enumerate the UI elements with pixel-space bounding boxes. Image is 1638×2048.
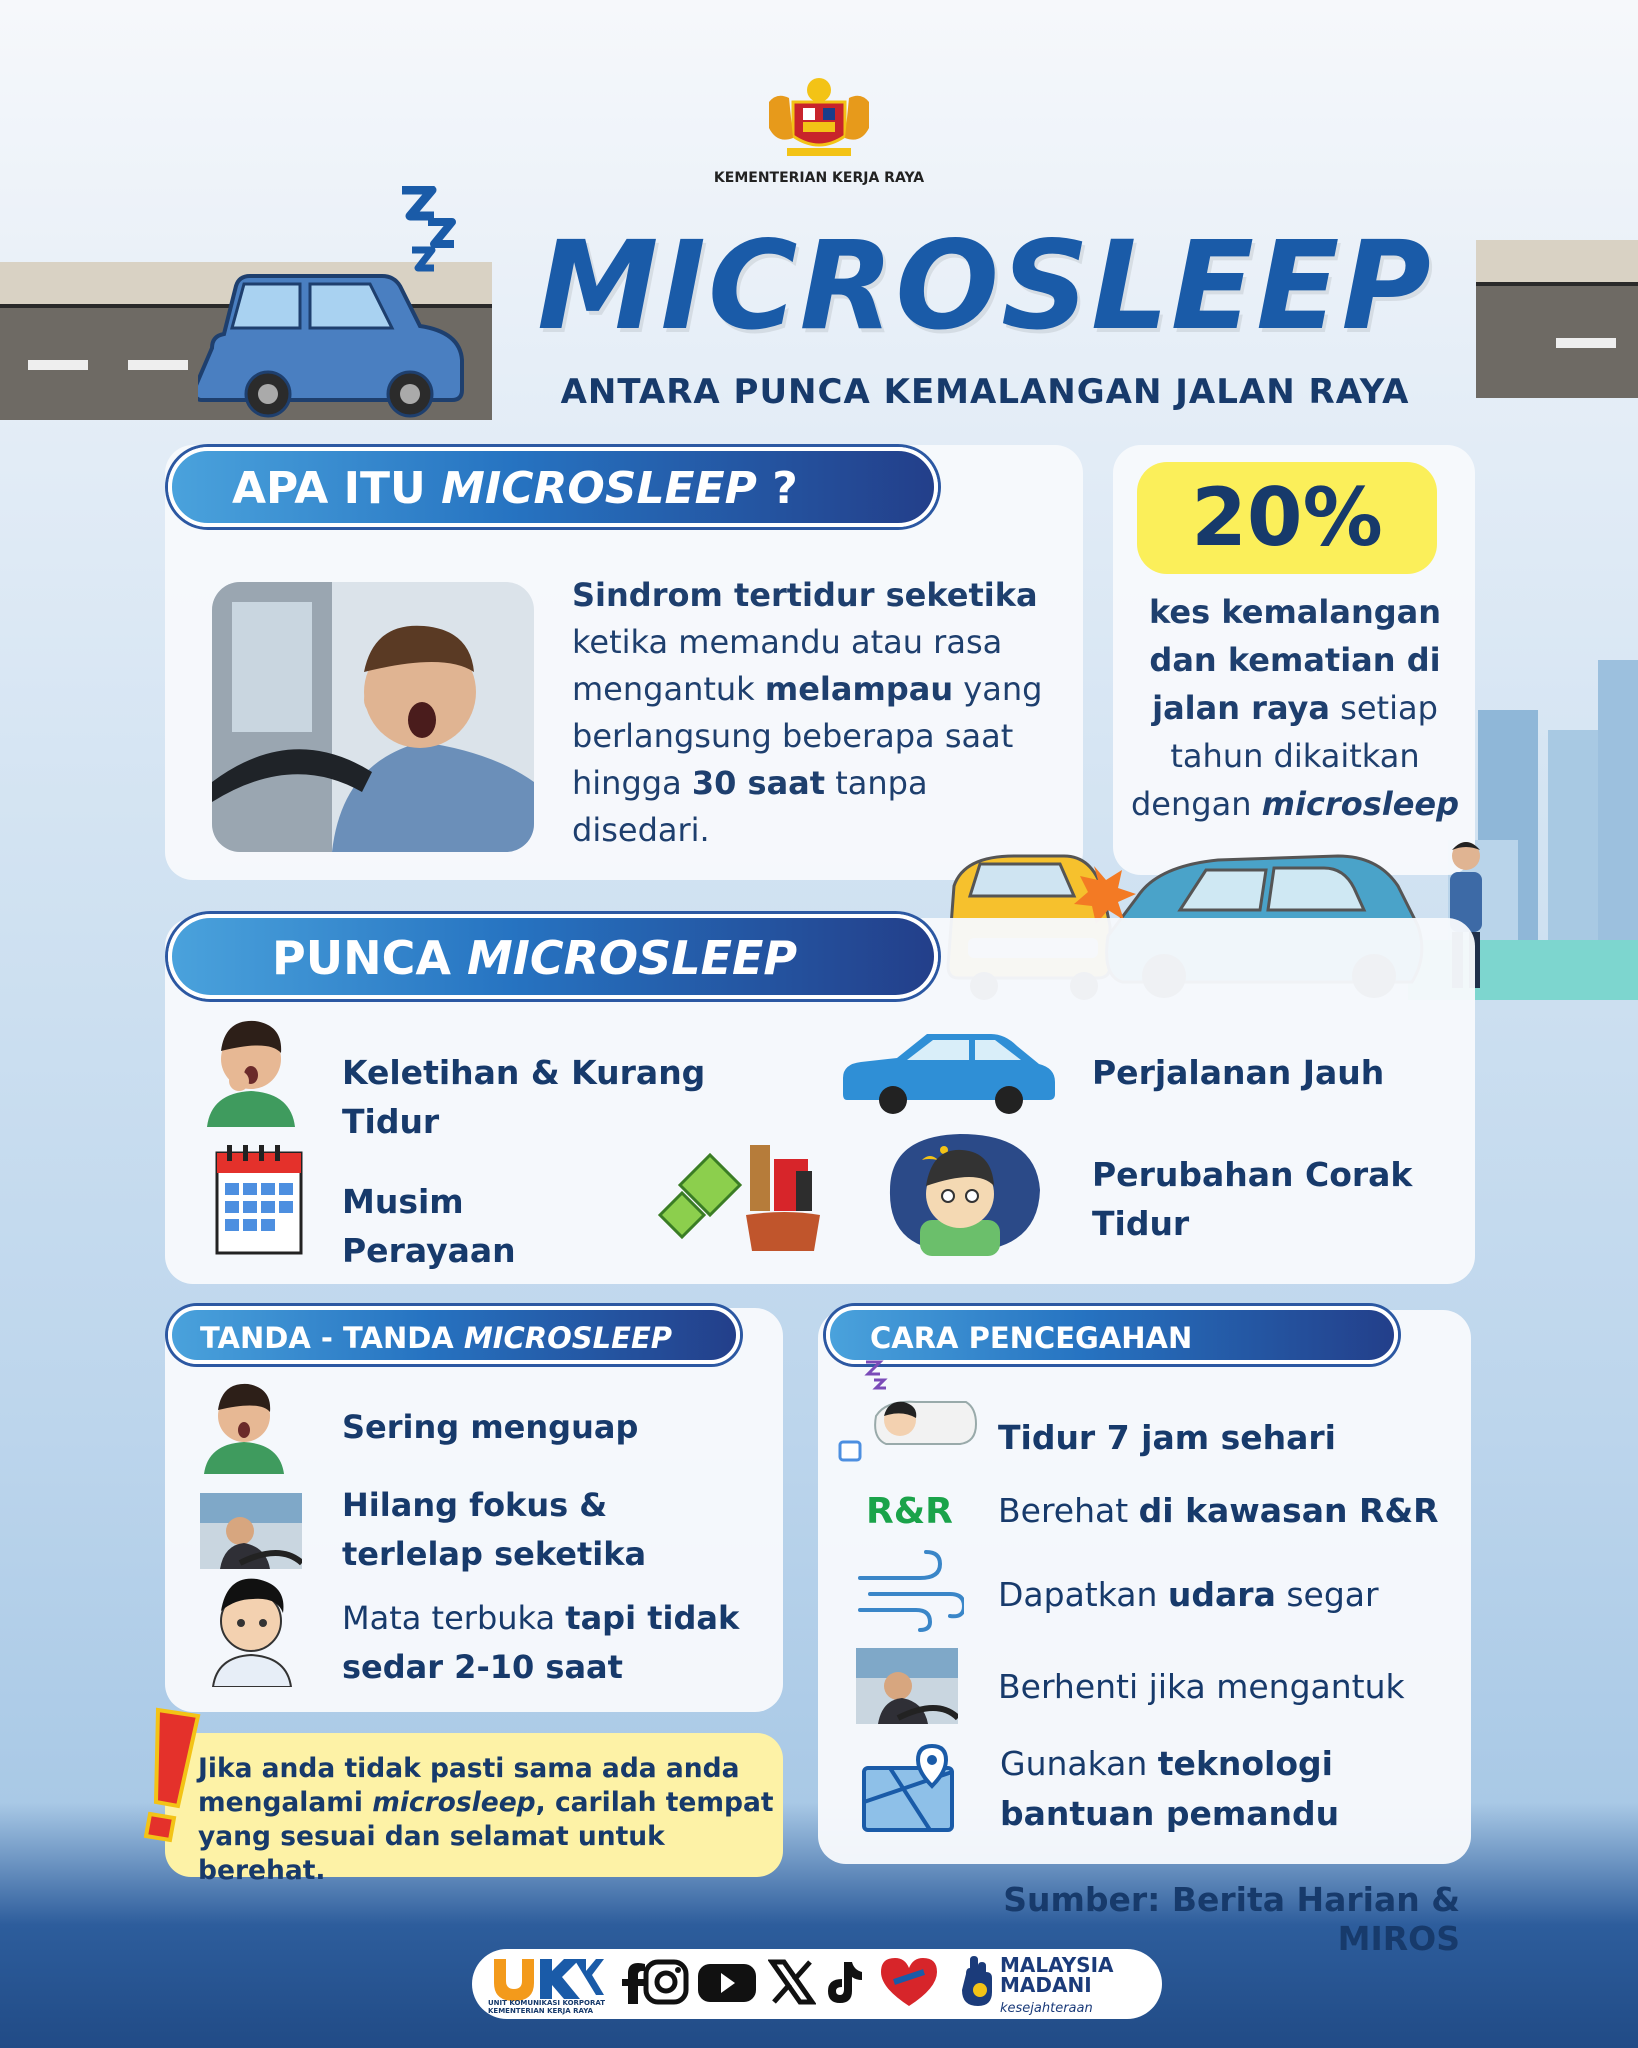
causes-heading: PUNCA MICROSLEEP <box>168 914 938 999</box>
sign-eyes-open-unaware: Mata terbuka tapi tidak sedar 2-10 saat <box>342 1599 740 1686</box>
blank-stare-man-icon <box>205 1575 297 1687</box>
definition-text: Sindrom tertidur seketika ketika memandu atau rasa mengantuk melampau yang berlangsung beberapa saat hingga 30 saat tanpa disedari. <box>572 576 1043 849</box>
exclamation-icon <box>144 1706 202 1846</box>
fresh-air-wind-icon <box>856 1548 964 1632</box>
rnr-icon: R&R <box>866 1491 953 1532</box>
cause-sleep-pattern-change: Perubahan Corak Tidur <box>1092 1155 1413 1243</box>
prevention-rest-at-rnr: Berehat di kawasan R&R <box>998 1491 1439 1530</box>
tiktok-icon[interactable] <box>818 1958 866 2006</box>
malaysia-madani-logo-text: MALAYSIA MADANI kesejahteraan <box>1000 1953 1114 2016</box>
sign-frequent-yawning: Sering menguap <box>342 1408 639 1446</box>
ukk-label: UNIT KOMUNIKASI KORPORAT KEMENTERIAN KERJA RAYA <box>488 1999 606 2015</box>
road-right <box>1476 286 1638 398</box>
sign-lost-focus: Hilang fokus & terlelap seketika <box>342 1486 647 1573</box>
youtube-icon[interactable] <box>696 1958 758 2006</box>
page-subtitle: ANTARA PUNCA KEMALANGAN JALAN RAYA <box>560 372 1410 412</box>
page-title: MICROSLEEP <box>537 215 1433 357</box>
calendar-icon <box>213 1143 309 1259</box>
sleeping-person-icon <box>836 1358 980 1462</box>
yawning-driver-photo <box>212 582 534 852</box>
ketupat-hamper-icon <box>650 1115 822 1255</box>
cause-fatigue: Keletihan & Kurang Tidur <box>342 1053 706 1141</box>
blue-car-icon <box>837 1030 1059 1114</box>
ministry-crest-logo <box>763 72 875 162</box>
malaysia-heart-logo <box>878 1954 940 2010</box>
x-icon[interactable] <box>768 1958 816 2006</box>
warning-text: Jika anda tidak pasti sama ada anda mengalami microsleep, carilah tempat yang sesuai dan selamat untuk berehat. <box>198 1753 774 1886</box>
drowsy-driver-icon <box>200 1493 302 1569</box>
zzz-icon <box>398 186 468 278</box>
tired-man-icon <box>203 1015 299 1127</box>
prevention-heading: CARA PENCEGAHAN <box>826 1306 1398 1364</box>
prevention-sleep-7-hours: Tidur 7 jam sehari <box>998 1418 1336 1457</box>
road-wall-right <box>1476 240 1638 286</box>
definition-heading: APA ITU MICROSLEEP ? <box>168 447 938 527</box>
navigation-map-icon <box>860 1742 956 1834</box>
yawning-man-icon <box>200 1380 286 1474</box>
ministry-name: KEMENTERIAN KERJA RAYA <box>713 170 925 186</box>
prevention-stop-if-sleepy: Berhenti jika mengantuk <box>998 1667 1405 1706</box>
sleepless-boy-icon <box>880 1130 1042 1256</box>
source-credit: Sumber: Berita Harian & MIROS <box>1003 1880 1460 1958</box>
cause-festive-season: Musim Perayaan <box>342 1182 516 1270</box>
prevention-fresh-air: Dapatkan udara segar <box>998 1575 1379 1614</box>
signs-heading: TANDA - TANDA MICROSLEEP <box>168 1306 740 1364</box>
cause-long-journey: Perjalanan Jauh <box>1092 1053 1385 1092</box>
prevention-driver-assist-tech: Gunakan teknologi bantuan pemandu <box>1000 1744 1340 1833</box>
sleepy-car-illustration <box>198 266 470 422</box>
statistic-text: kes kemalangan dan kematian di jalan raya setiap tahun dikaitkan dengan microsleep <box>1130 593 1460 823</box>
madani-hand-logo <box>960 1954 1000 2008</box>
instagram-icon[interactable] <box>642 1958 690 2006</box>
stop-driving-icon <box>856 1648 958 1724</box>
statistic-value: 20% <box>1137 462 1437 574</box>
